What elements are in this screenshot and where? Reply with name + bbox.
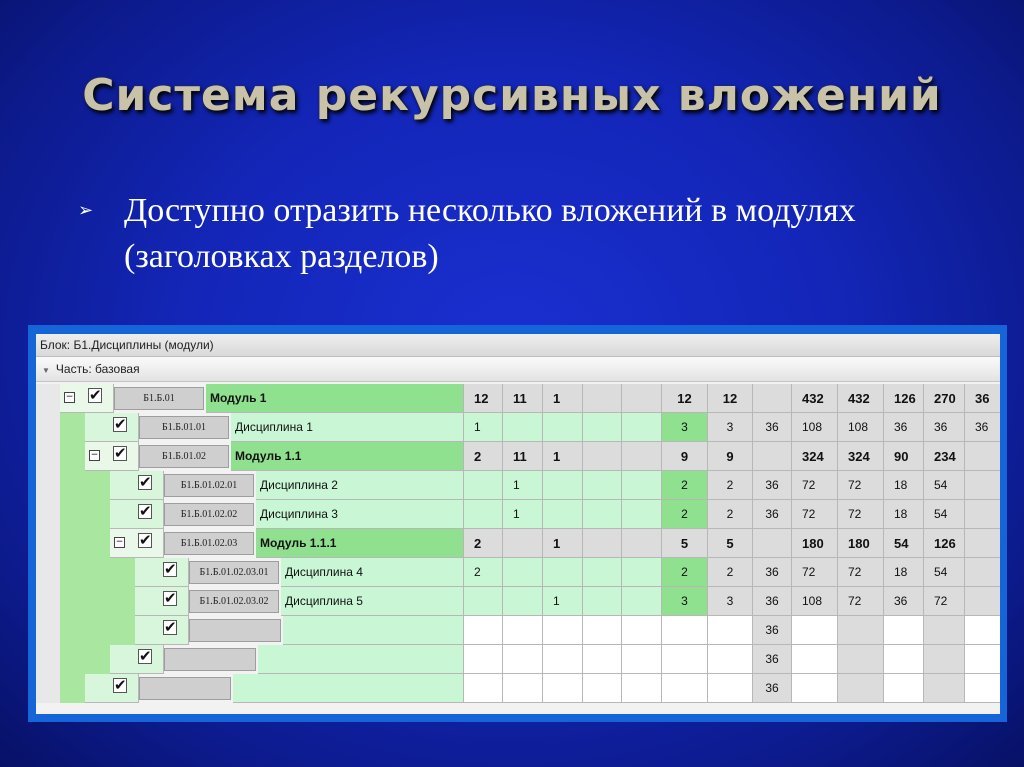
value-cell[interactable]: 126: [924, 529, 965, 558]
value-cell[interactable]: 36: [753, 413, 792, 442]
value-cell[interactable]: 12: [464, 384, 503, 413]
value-cell[interactable]: [753, 384, 792, 413]
collapse-toggle-icon[interactable]: −: [115, 537, 124, 547]
value-cell[interactable]: 180: [838, 529, 884, 558]
value-cell[interactable]: 3: [708, 413, 753, 442]
value-cell[interactable]: [792, 674, 838, 703]
value-cell[interactable]: [543, 413, 583, 442]
value-cell[interactable]: [924, 674, 965, 703]
value-cell[interactable]: 3: [662, 587, 708, 616]
value-cell[interactable]: 2: [464, 558, 503, 587]
row-checkbox[interactable]: ✔: [139, 531, 152, 549]
value-cell[interactable]: 432: [792, 384, 838, 413]
value-cell[interactable]: 11: [503, 442, 543, 471]
value-cell[interactable]: [924, 616, 965, 645]
value-cell[interactable]: [583, 616, 622, 645]
bullet-arrow-icon: ➢: [78, 200, 94, 221]
value-cell[interactable]: [583, 413, 622, 442]
collapse-triangle-icon[interactable]: ▼: [42, 366, 50, 375]
value-cell[interactable]: [464, 471, 503, 500]
row-code[interactable]: Б1.Б.01.02.02: [164, 503, 254, 526]
value-cell[interactable]: [583, 645, 622, 674]
discipline-name[interactable]: Дисциплина 4: [281, 558, 464, 587]
empty-row[interactable]: [36, 674, 1000, 703]
value-cell[interactable]: 72: [838, 500, 884, 529]
value-cell[interactable]: 1: [464, 413, 503, 442]
value-cell[interactable]: [543, 500, 583, 529]
value-cell[interactable]: [884, 674, 924, 703]
row-code[interactable]: Б1.Б.01.02.03: [164, 532, 254, 555]
value-cell[interactable]: [753, 529, 792, 558]
value-cell[interactable]: [543, 674, 583, 703]
module-name[interactable]: Модуль 1: [206, 384, 464, 413]
value-cell[interactable]: 324: [838, 442, 884, 471]
value-cell[interactable]: [708, 645, 753, 674]
value-cell[interactable]: [965, 500, 1000, 529]
value-cell[interactable]: 72: [792, 500, 838, 529]
row-code[interactable]: [139, 677, 231, 700]
value-cell[interactable]: [662, 616, 708, 645]
value-cell[interactable]: [543, 558, 583, 587]
value-cell[interactable]: 2: [662, 471, 708, 500]
value-cell[interactable]: 36: [884, 587, 924, 616]
value-cell[interactable]: [503, 413, 543, 442]
value-cell[interactable]: 12: [708, 384, 753, 413]
value-cell[interactable]: [583, 558, 622, 587]
collapse-toggle-icon[interactable]: −: [65, 392, 74, 402]
value-cell[interactable]: [838, 616, 884, 645]
module-row[interactable]: [36, 442, 1000, 471]
value-cell[interactable]: 108: [792, 413, 838, 442]
empty-row[interactable]: [36, 645, 1000, 674]
value-cell[interactable]: [965, 645, 1000, 674]
value-cell[interactable]: [965, 616, 1000, 645]
discipline-row[interactable]: [36, 471, 1000, 500]
value-cell[interactable]: [583, 529, 622, 558]
row-code[interactable]: Б1.Б.01: [114, 387, 204, 410]
value-cell[interactable]: [464, 674, 503, 703]
discipline-row[interactable]: [36, 413, 1000, 442]
row-checkbox[interactable]: ✔: [114, 676, 127, 694]
value-cell[interactable]: 54: [924, 500, 965, 529]
value-cell[interactable]: 2: [708, 500, 753, 529]
value-cell[interactable]: 5: [662, 529, 708, 558]
value-cell[interactable]: 18: [884, 558, 924, 587]
value-cell[interactable]: 1: [543, 384, 583, 413]
discipline-name[interactable]: [283, 616, 464, 645]
row-code[interactable]: Б1.Б.01.02.03.01: [189, 561, 279, 584]
row-checkbox[interactable]: ✔: [164, 589, 177, 607]
part-header[interactable]: [36, 357, 1000, 382]
value-cell[interactable]: [503, 587, 543, 616]
value-cell[interactable]: [622, 645, 662, 674]
value-cell[interactable]: [884, 645, 924, 674]
curriculum-grid: [36, 334, 1000, 714]
value-cell[interactable]: 36: [753, 558, 792, 587]
discipline-name[interactable]: Дисциплина 2: [256, 471, 464, 500]
value-cell[interactable]: 2: [662, 500, 708, 529]
value-cell[interactable]: 2: [464, 529, 503, 558]
discipline-name[interactable]: Дисциплина 5: [281, 587, 464, 616]
module-row[interactable]: [36, 384, 1000, 413]
row-code[interactable]: Б1.Б.01.02.01: [164, 474, 254, 497]
discipline-name[interactable]: [233, 674, 464, 703]
value-cell[interactable]: [622, 529, 662, 558]
row-checkbox[interactable]: ✔: [89, 386, 102, 404]
value-cell[interactable]: [965, 442, 1000, 471]
value-cell[interactable]: [464, 587, 503, 616]
row-checkbox[interactable]: ✔: [139, 473, 152, 491]
value-cell[interactable]: [965, 674, 1000, 703]
value-cell[interactable]: 36: [965, 413, 1000, 442]
value-cell[interactable]: [583, 384, 622, 413]
value-cell[interactable]: 1: [503, 471, 543, 500]
value-cell[interactable]: [622, 413, 662, 442]
bullet-text: Доступно отразить несколько вложений в модулях (заголовках разделов): [124, 192, 856, 275]
discipline-row[interactable]: [36, 500, 1000, 529]
empty-row[interactable]: [36, 616, 1000, 645]
value-cell[interactable]: 72: [838, 558, 884, 587]
row-checkbox[interactable]: ✔: [114, 415, 127, 433]
value-cell[interactable]: [583, 674, 622, 703]
discipline-row[interactable]: [36, 587, 1000, 616]
value-cell[interactable]: 18: [884, 471, 924, 500]
row-lead: [85, 413, 139, 442]
row-code[interactable]: Б1.Б.01.01: [139, 416, 229, 439]
value-cell[interactable]: [583, 500, 622, 529]
discipline-name[interactable]: [258, 645, 464, 674]
value-cell[interactable]: 36: [753, 674, 792, 703]
discipline-name[interactable]: Дисциплина 1: [231, 413, 464, 442]
value-cell[interactable]: 108: [792, 587, 838, 616]
row-code[interactable]: [164, 648, 256, 671]
value-cell[interactable]: [708, 616, 753, 645]
value-cell[interactable]: [543, 616, 583, 645]
value-cell[interactable]: 2: [662, 558, 708, 587]
value-cell[interactable]: 36: [965, 384, 1000, 413]
row-lead: [135, 587, 189, 616]
row-checkbox[interactable]: ✔: [164, 618, 177, 636]
value-cell[interactable]: 5: [708, 529, 753, 558]
value-cell[interactable]: [792, 645, 838, 674]
value-cell[interactable]: [583, 587, 622, 616]
value-cell[interactable]: 36: [753, 645, 792, 674]
row-lead: [110, 500, 164, 529]
value-cell[interactable]: 3: [708, 587, 753, 616]
value-cell[interactable]: 108: [838, 413, 884, 442]
value-cell[interactable]: 1: [543, 587, 583, 616]
value-cell[interactable]: [965, 529, 1000, 558]
row-code[interactable]: Б1.Б.01.02: [139, 445, 229, 468]
value-cell[interactable]: [583, 442, 622, 471]
value-cell[interactable]: [838, 645, 884, 674]
slide-title: Система рекурсивных вложений: [82, 70, 942, 121]
value-cell[interactable]: 18: [884, 500, 924, 529]
value-cell[interactable]: 1: [543, 442, 583, 471]
value-cell[interactable]: 72: [838, 471, 884, 500]
value-cell[interactable]: 90: [884, 442, 924, 471]
value-cell[interactable]: 432: [838, 384, 884, 413]
value-cell[interactable]: [753, 442, 792, 471]
value-cell[interactable]: [622, 616, 662, 645]
collapse-toggle-icon[interactable]: −: [90, 450, 99, 460]
row-checkbox[interactable]: ✔: [139, 502, 152, 520]
discipline-row[interactable]: [36, 558, 1000, 587]
value-cell[interactable]: 9: [662, 442, 708, 471]
value-cell[interactable]: 2: [708, 558, 753, 587]
value-cell[interactable]: [622, 674, 662, 703]
row-checkbox[interactable]: ✔: [114, 444, 127, 462]
value-cell[interactable]: 234: [924, 442, 965, 471]
block-header: Блок: Б1.Дисциплины (модули): [36, 334, 1000, 357]
row-checkbox[interactable]: ✔: [164, 560, 177, 578]
value-cell[interactable]: 3: [662, 413, 708, 442]
value-cell[interactable]: 9: [708, 442, 753, 471]
value-cell[interactable]: 54: [924, 558, 965, 587]
value-cell[interactable]: [622, 587, 662, 616]
module-name[interactable]: Модуль 1.1: [231, 442, 464, 471]
value-cell[interactable]: 270: [924, 384, 965, 413]
row-lead: [135, 558, 189, 587]
value-cell[interactable]: [965, 471, 1000, 500]
value-cell[interactable]: 11: [503, 384, 543, 413]
value-cell[interactable]: 54: [884, 529, 924, 558]
value-cell[interactable]: [543, 645, 583, 674]
value-cell[interactable]: [503, 645, 543, 674]
value-cell[interactable]: 1: [503, 500, 543, 529]
value-cell[interactable]: 2: [464, 442, 503, 471]
value-cell[interactable]: 72: [792, 471, 838, 500]
value-cell[interactable]: [503, 674, 543, 703]
row-lead: [110, 645, 164, 674]
value-cell[interactable]: [965, 587, 1000, 616]
value-cell[interactable]: 36: [753, 616, 792, 645]
part-label: Часть: базовая: [55, 362, 140, 376]
row-code[interactable]: [189, 619, 281, 642]
row-lead: [85, 674, 139, 703]
value-cell[interactable]: [662, 645, 708, 674]
value-cell[interactable]: [622, 471, 662, 500]
row-lead: [135, 616, 189, 645]
value-cell[interactable]: [838, 674, 884, 703]
value-cell[interactable]: 72: [838, 587, 884, 616]
value-cell[interactable]: [503, 616, 543, 645]
value-cell[interactable]: [543, 471, 583, 500]
value-cell[interactable]: 1: [543, 529, 583, 558]
value-cell[interactable]: 36: [753, 500, 792, 529]
value-cell[interactable]: 324: [792, 442, 838, 471]
value-cell[interactable]: 2: [708, 471, 753, 500]
screenshot-frame: [28, 325, 1007, 722]
value-cell[interactable]: [583, 471, 622, 500]
value-cell[interactable]: 126: [884, 384, 924, 413]
value-cell[interactable]: 36: [753, 471, 792, 500]
value-cell[interactable]: [708, 674, 753, 703]
value-cell[interactable]: [792, 616, 838, 645]
value-cell[interactable]: [503, 558, 543, 587]
value-cell[interactable]: 72: [792, 558, 838, 587]
value-cell[interactable]: [464, 500, 503, 529]
module-name[interactable]: Модуль 1.1.1: [256, 529, 464, 558]
discipline-name[interactable]: Дисциплина 3: [256, 500, 464, 529]
value-cell[interactable]: [622, 442, 662, 471]
row-lead: [110, 471, 164, 500]
row-code[interactable]: Б1.Б.01.02.03.02: [189, 590, 279, 613]
value-cell[interactable]: [464, 645, 503, 674]
value-cell[interactable]: 72: [924, 587, 965, 616]
value-cell[interactable]: 36: [884, 413, 924, 442]
value-cell[interactable]: [622, 500, 662, 529]
value-cell[interactable]: [622, 558, 662, 587]
value-cell[interactable]: [884, 616, 924, 645]
value-cell[interactable]: [924, 645, 965, 674]
value-cell[interactable]: 180: [792, 529, 838, 558]
value-cell[interactable]: [965, 558, 1000, 587]
module-row[interactable]: [36, 529, 1000, 558]
value-cell[interactable]: [622, 384, 662, 413]
value-cell[interactable]: [662, 674, 708, 703]
value-cell[interactable]: 12: [662, 384, 708, 413]
value-cell[interactable]: [464, 616, 503, 645]
value-cell[interactable]: 36: [924, 413, 965, 442]
value-cell[interactable]: 36: [753, 587, 792, 616]
row-checkbox[interactable]: ✔: [139, 647, 152, 665]
value-cell[interactable]: [503, 529, 543, 558]
value-cell[interactable]: 54: [924, 471, 965, 500]
